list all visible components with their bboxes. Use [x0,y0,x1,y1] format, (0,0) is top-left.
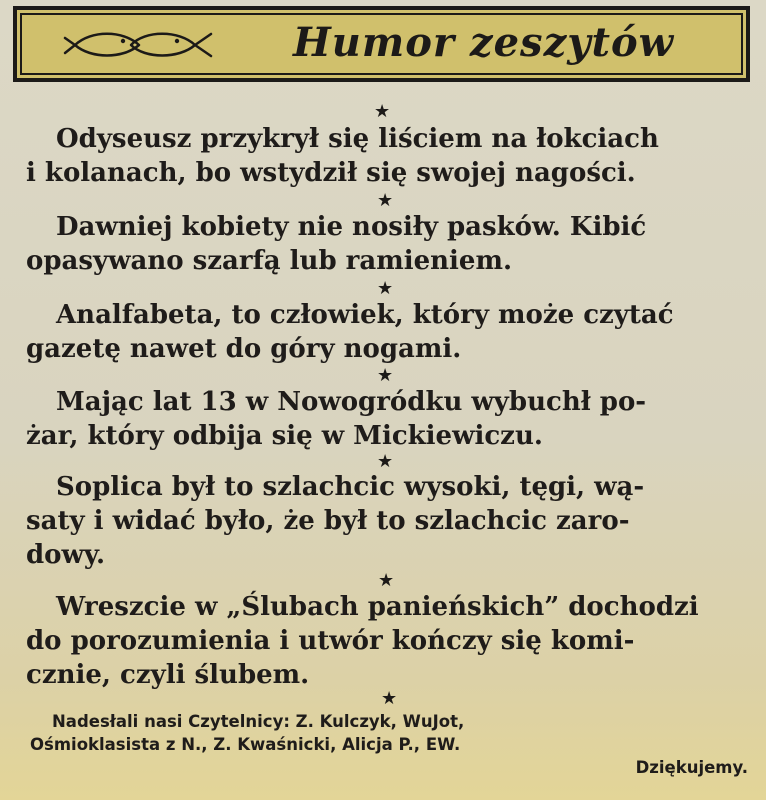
star-separator: ★ [381,688,398,709]
column-header [13,6,750,82]
contributors-credit [30,710,748,779]
joke-line: Wreszcie w „Ślubach panieńskich” dochodzi [56,592,699,622]
star-separator: ★ [377,451,394,472]
joke-line: do porozumienia i utwór kończy się komi- [26,626,635,656]
credit-line: Nadesłali nasi Czytelnicy: Z. Kulczyk, WuJot, [52,712,465,731]
column-title: Humor zeszytów [293,19,675,66]
credit-line: Ośmioklasista z N., Z. Kwaśnicki, Alicja P., EW. [30,735,461,754]
joke-1 [26,122,746,190]
joke-line: Dawniej kobiety nie nosiły pasków. Kibić [56,212,647,242]
joke-line: opasywano szarfą lub ramieniem. [26,246,513,276]
joke-line: saty i widać było, że był to szlachcic zaro- [26,506,630,536]
joke-line: cznie, czyli ślubem. [26,660,310,690]
joke-5 [26,470,746,572]
star-separator: ★ [374,101,391,122]
joke-2 [26,210,746,278]
star-separator: ★ [377,278,394,299]
joke-line: i kolanach, bo wstydził się swojej nagości. [26,158,636,188]
joke-6 [26,590,746,692]
joke-line: dowy. [26,540,106,570]
joke-line: Analfabeta, to człowiek, który może czytać [56,300,674,330]
joke-3 [26,298,746,366]
joke-line: Odyseusz przykrył się liściem na łokciach [56,124,659,154]
joke-line: żar, który odbija się w Mickiewiczu. [26,421,543,451]
thanks-text: Dziękujemy. [635,758,748,777]
joke-line: Soplica był to szlachcic wysoki, tęgi, wą- [56,472,645,502]
star-separator: ★ [377,365,394,386]
joke-line: gazetę nawet do góry nogami. [26,334,462,364]
fish-icon [61,28,221,62]
star-separator: ★ [377,190,394,211]
star-separator: ★ [378,570,395,591]
joke-line: Mając lat 13 w Nowogródku wybuchł po- [56,387,647,417]
joke-4 [26,385,746,453]
